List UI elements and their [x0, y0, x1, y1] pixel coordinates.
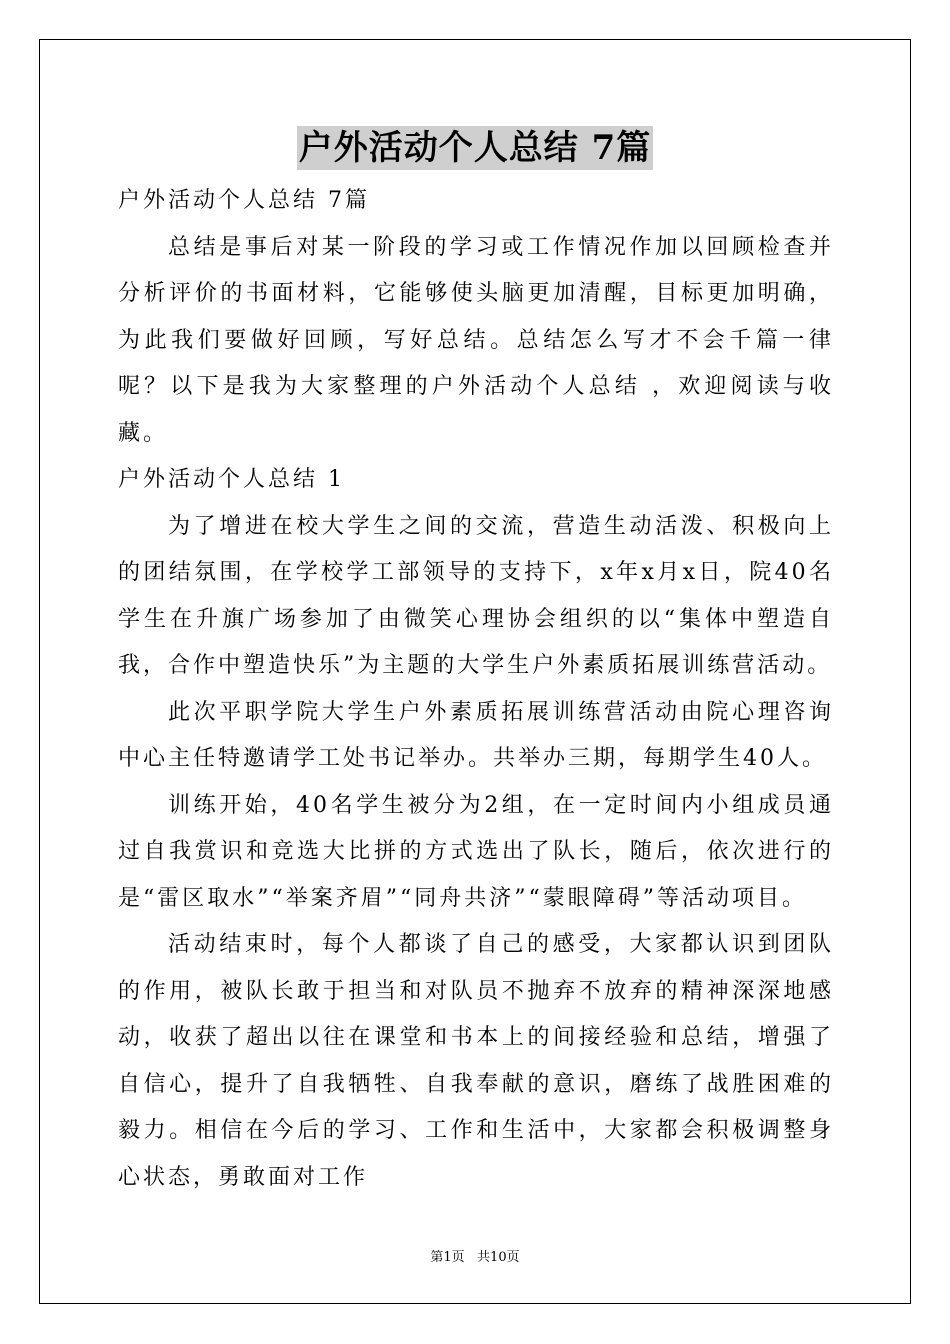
paragraph: 活动结束时，每个人都谈了自己的感受，大家都认识到团队的作用，被队长敢于担当和对队员不抛弃不放弃的精神深深地感动，收获了超出以往在课堂和书本上的间接经验和总结，增强了自信心，提升了自我牺牲、自我奉献的意识，磨练了战胜困难的毅力。相信在今后的学习、工作和生活中，大家都会积极调整身心状态，勇敢面对工作 [118, 932, 834, 1190]
paragraph: 户外活动个人总结 7篇 [118, 188, 370, 213]
paragraph: 总结是事后对某一阶段的学习或工作情况作加以回顾检查并分析评价的书面材料，它能够使头脑更加清醒，目标更加明确，为此我们要做好回顾，写好总结。总结怎么写才不会千篇一律呢？以下是我为大家整理的户外活动个人总结 ，欢迎阅读与收藏。 [118, 234, 834, 446]
page-number: 第1页 共10页 [430, 1250, 520, 1265]
paragraph: 训练开始，40名学生被分为2组，在一定时间内小组成员通过自我赏识和竞选大比拼的方式选出了队长，随后，依次进行的是“雷区取水”“举案齐眉”“同舟共济”“蒙眼障碍”等活动项目。 [118, 792, 834, 911]
document-body [118, 178, 834, 1201]
paragraph: 此次平职学院大学生户外素质拓展训练营活动由院心理咨询中心主任特邀请学工处书记举办。共举办三期，每期学生40人。 [118, 699, 834, 771]
title-container [0, 126, 950, 170]
paragraph: 为了增进在校大学生之间的交流，营造生动活泼、积极向上的团结氛围，在学校学工部领导的支持下，x年x月x日，院40名学生在升旗广场参加了由微笑心理协会组织的以“集体中塑造自我，合作中塑造快乐”为主题的大学生户外素质拓展训练营活动。 [118, 513, 834, 678]
document-title: 户外活动个人总结 7篇 [298, 128, 652, 168]
section-heading: 户外活动个人总结 1 [118, 467, 345, 492]
page-footer [0, 1246, 950, 1265]
